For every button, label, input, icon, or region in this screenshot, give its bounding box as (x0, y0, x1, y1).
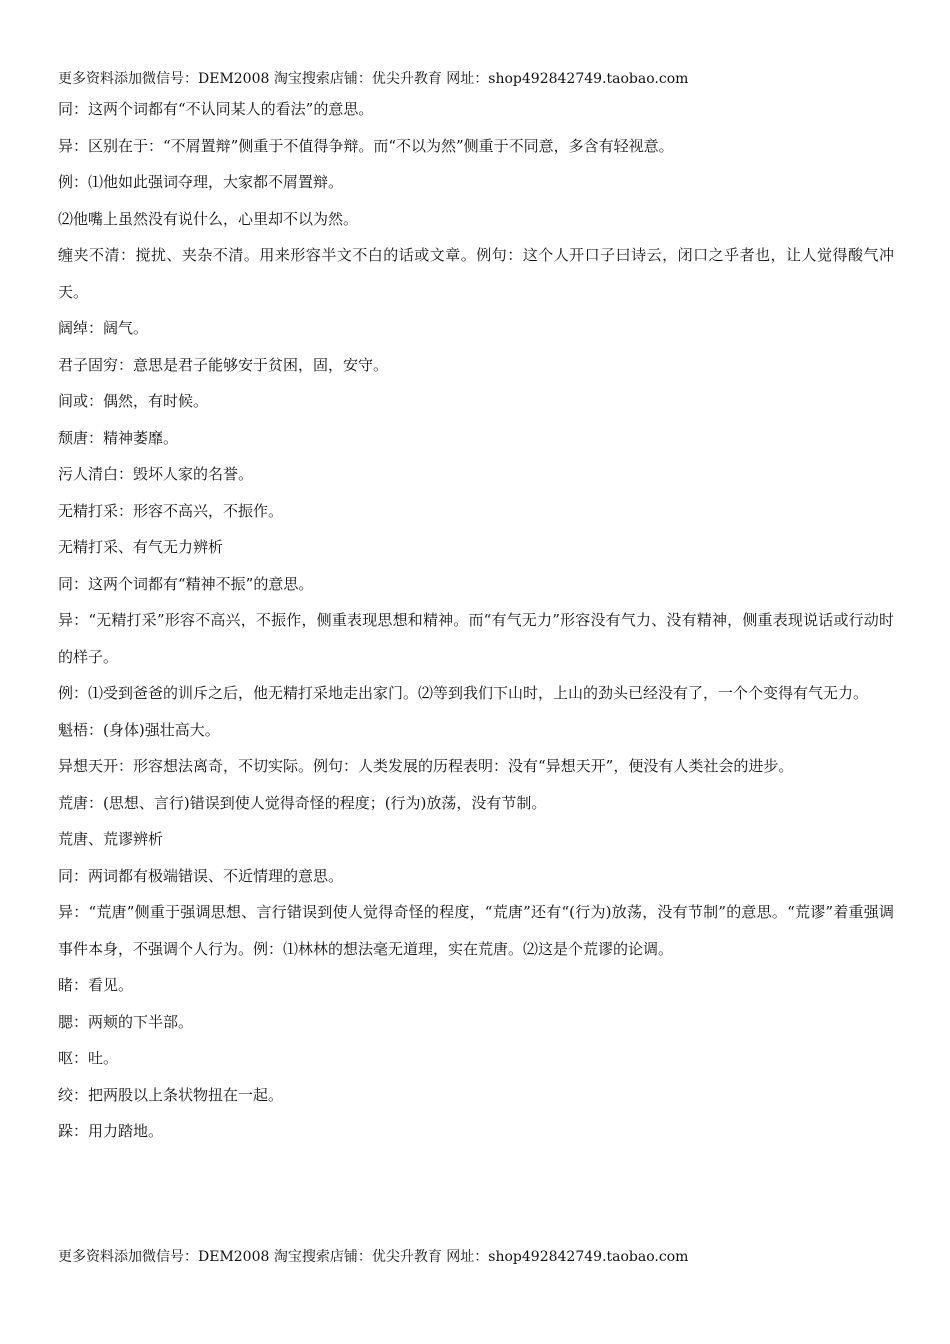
paragraph: 颓唐：精神萎靡。 (58, 428, 179, 447)
paragraph: 跺：用力踏地。 (58, 1122, 164, 1140)
paragraph: 君子固穷：意思是君子能够安于贫困，固，安守。 (58, 355, 389, 374)
paragraph: 呕：吐。 (58, 1049, 119, 1067)
paragraph: 同：两词都有极端错误、不近情理的意思。 (58, 866, 344, 885)
paragraph: 异想天开：形容想法离奇，不切实际。例句：人类发展的历程表明：没有“异想天开”，便没有人类社会的进步。 (58, 757, 794, 775)
paragraph: 例：⑴他如此强词夺理，大家都不屑置辩。 (58, 173, 344, 191)
paragraph: 污人清白：毁坏人家的名誉。 (58, 465, 254, 483)
paragraph: ⑵他嘴上虽然没有说什么，心里却不以为然。 (58, 209, 359, 228)
paragraph: 魁梧：(身体)强壮高大。 (58, 720, 220, 739)
paragraph: 间或：偶然，有时候。 (58, 392, 209, 410)
paragraph: 异：“无精打采”形容不高兴，不振作，侧重表现思想和精神。而“有气无力”形容没有气力、没有精神，侧重表现说话或行动时的样子。 (58, 611, 894, 666)
paragraph: 异：区别在于：“不屑置辩”侧重于不值得争辩。而“不以为然”侧重于不同意，多含有轻视意。 (58, 136, 674, 155)
paragraph: 例：⑴受到爸爸的训斥之后，他无精打采地走出家门。⑵等到我们下山时，上山的劲头已经没有了，一个个变得有气无力。 (58, 684, 869, 702)
page-header: 更多资料添加微信号：DEM2008 淘宝搜索店铺：优尖升教育 网址：shop492842749.taobao.com (58, 71, 689, 87)
paragraph: 睹：看见。 (58, 976, 134, 994)
section-heading: 无精打采、有气无力辨析 (58, 538, 224, 556)
paragraph: 无精打采：形容不高兴，不振作。 (58, 501, 284, 520)
paragraph: 荒唐：(思想、言行)错误到使人觉得奇怪的程度；(行为)放荡，没有节制。 (58, 793, 547, 812)
paragraph: 腮：两颊的下半部。 (58, 1012, 194, 1031)
paragraph: 同：这两个词都有“不认同某人的看法”的意思。 (58, 100, 374, 118)
paragraph: 绞：把两股以上条状物扭在一起。 (58, 1085, 284, 1104)
paragraph: 异：“荒唐”侧重于强调思想、言行错误到使人觉得奇怪的程度，“荒唐”还有“(行为)放荡，没有节制”的意思。“荒谬”着重强调事件本身，不强调个人行为。例：⑴林林的想法毫无道理，实在荒唐。⑵这是个荒谬的论调。 (58, 903, 894, 958)
page-footer: 更多资料添加微信号：DEM2008 淘宝搜索店铺：优尖升教育 网址：shop492842749.taobao.com (58, 1249, 689, 1265)
paragraph: 同：这两个词都有“精神不振”的意思。 (58, 574, 314, 593)
paragraph: 阔绰：阔气。 (58, 319, 149, 337)
paragraph: 缠夹不清：搅扰、夹杂不清。用来形容半文不白的话或文章。例句：这个人开口子曰诗云，闭口之乎者也，让人觉得酸气冲天。 (58, 246, 894, 301)
section-heading: 荒唐、荒谬辨析 (58, 830, 164, 848)
document-body (58, 91, 894, 1150)
